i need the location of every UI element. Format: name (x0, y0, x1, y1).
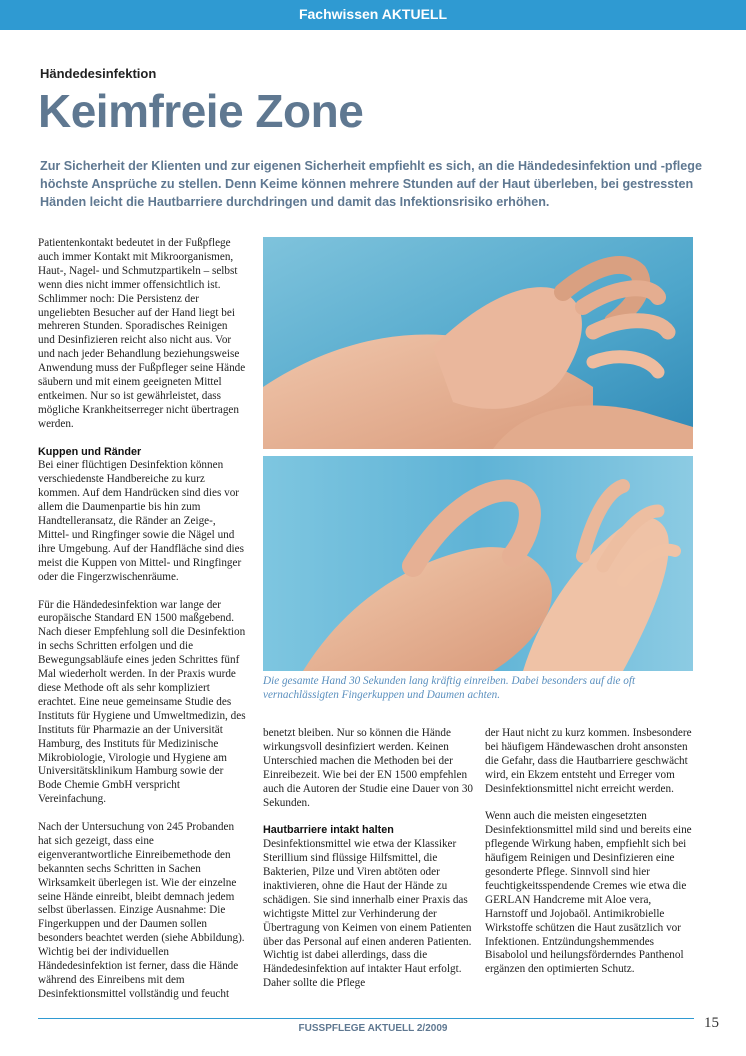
photo-caption: Die gesamte Hand 30 Sekunden lang kräftig einreiben. Dabei besonders auf die oft vernachlässigten Fingerkuppen und Daumen achten. (263, 675, 636, 701)
text-column-3 (485, 727, 695, 977)
photo-hands-thumb-rubbing (263, 456, 693, 671)
paragraph: Für die Händedesinfektion war lange der europäische Standard EN 1500 maßgebend. Nach dieser Empfehlung soll die Desinfektion in sechs Schritten erfolgen und die Bewegungsabläufe eines jeden Schrittes fünf Mal wiederholt werden. In der Praxis wurde diese Methode oft als sehr kompliziert erachtet. Eine neue gemeinsame Studie des Instituts für Hygiene und Umweltmedizin, des Instituts für Pharmazie an der Universität Hamburg, des Instituts für Medizinische Mikrobiologie, Virologie und Hygiene am Universitätsklinikum Hamburg sowie der Bode Chemie GmbH verspricht Vereinfachung. (38, 598, 246, 806)
section-label: Fachwissen AKTUELL (298, 6, 448, 22)
subheading-kuppen-und-raender: Kuppen und Ränder (38, 445, 142, 458)
subheading-hautbarriere: Hautbarriere intakt halten (263, 824, 394, 837)
section-header-bar (0, 0, 746, 30)
article-kicker: Händedesinfektion (40, 66, 157, 81)
article-lead: Zur Sicherheit der Klienten und zur eigenen Sicherheit empfiehlt es sich, an die Händedesinfektion und -pflege höchste Ansprüche zu stellen. Denn Keime können mehrere Stunden auf der Haut überleben, bei gestressten Händen leicht die Hautbarriere durchdringen und damit das Infektionsrisiko erhöhen. (40, 159, 702, 209)
paragraph: Wenn auch die meisten eingesetzten Desinfektionsmittel mild sind und bereits eine pflegende Wirkung haben, empfiehlt sich bei häufigem Reinigen und Desinfizieren eine gesonderte Pflege. Sinnvoll sind hier feuchtigkeitsspendende Cremes wie etwa die GERLAN Handcreme mit Aloe vera, Harnstoff und Jojobaöl. Antimikrobielle Wirkstoffe schützen die Haut zusätzlich vor Infektionen. Entzündungshemmendes Bisabolol und heilungsförderndes Panthenol ergänzen den optimierten Schutz. (485, 810, 692, 976)
paragraph: Desinfektionsmittel wie etwa der Klassiker Sterillium sind flüssige Hilfsmittel, die Bakterien, Pilze und Viren abtöten oder inaktivieren, ohne die Haut der Hände zu schädigen. Sie sind innerhalb einer Praxis das wichtigste Mittel zur Verhinderung der Übertragung von Keimen von einem Patienten über das Personal auf einen anderen Patienten. Wichtig ist dabei allerdings, dass die Händedesinfektion auf intakter Haut erfolgt. Daher sollte die Pflege (263, 838, 472, 990)
text-column-2 (263, 727, 475, 991)
paragraph: der Haut nicht zu kurz kommen. Insbesondere bei häufigem Händewaschen droht ansonsten die Gefahr, dass die Hautbarriere geschwächt wird, ein Ekzem entsteht und Erreger vom Desinfektionsmittel nicht erreicht werden. (485, 727, 692, 795)
text-column-1 (38, 237, 246, 1002)
paragraph: benetzt bleiben. Nur so können die Hände wirkungsvoll desinfiziert werden. Keinen Unterschied machen die Methoden bei der Einreibezeit. Wie bei der EN 1500 empfehlen auch die Autoren der Studie eine Dauer von 30 Sekunden. (263, 727, 474, 809)
page-number: 15 (704, 1015, 719, 1031)
footer-divider (38, 1018, 694, 1019)
paragraph: Patientenkontakt bedeutet in der Fußpflege auch immer Kontakt mit Mikroorganismen, Haut-, Nagel- und Schmutzpartikeln – selbst wenn dies nicht immer offensichtlich ist. Schlimmer noch: Die Persistenz der ungeliebten Besucher auf der Hand liegt bei mehreren Stunden. Sporadisches Reinigen und Desinfizieren reicht also nicht aus. Vor und nach jeder Behandlung beziehungsweise Anwendung muss der Fußpfleger seine Hände säubern und mit einem geeigneten Mittel entkeimen. Nur so ist gewährleistet, dass mögliche Krankheitserreger nicht übertragen werden. (38, 237, 246, 430)
photo-hands-rubbing-palm (263, 237, 693, 449)
paragraph: Nach der Untersuchung von 245 Probanden hat sich gezeigt, dass eine eigenverantwortliche Einreibemethode den bekannten sechs Schritten in Sachen Wirksamkeit überlegen ist. Wie der einzelne seine Hände einreibt, bleibt demnach jedem selbst überlassen. Einzige Ausnahme: Die Fingerkuppen und der Daumen sollen besonders beachtet werden (siehe Abbildung). Wichtig bei der individuellen Händedesinfektion ist ferner, dass die Hände während des Einreibens mit dem Desinfektionsmittel vollständig und feucht (38, 821, 245, 1000)
footer-magazine-issue: FUSSPFLEGE AKTUELL 2/2009 (298, 1023, 448, 1034)
article-title: Keimfreie Zone (38, 85, 364, 137)
paragraph: Bei einer flüchtigen Desinfektion können verschiedenste Handbereiche zu kurz kommen. Auf dem Handrücken sind dies vor allem die Daumenpartie bis hin zum Handtelleransatz, die Ränder an Zeige-, Mittel- und Ringfinger sowie die Nägel und ihre Umgebung. Auf der Handfläche sind dies meist die Kuppen von Mittel- und Ringfinger oder die Fingerzwischenräume. (38, 459, 244, 583)
